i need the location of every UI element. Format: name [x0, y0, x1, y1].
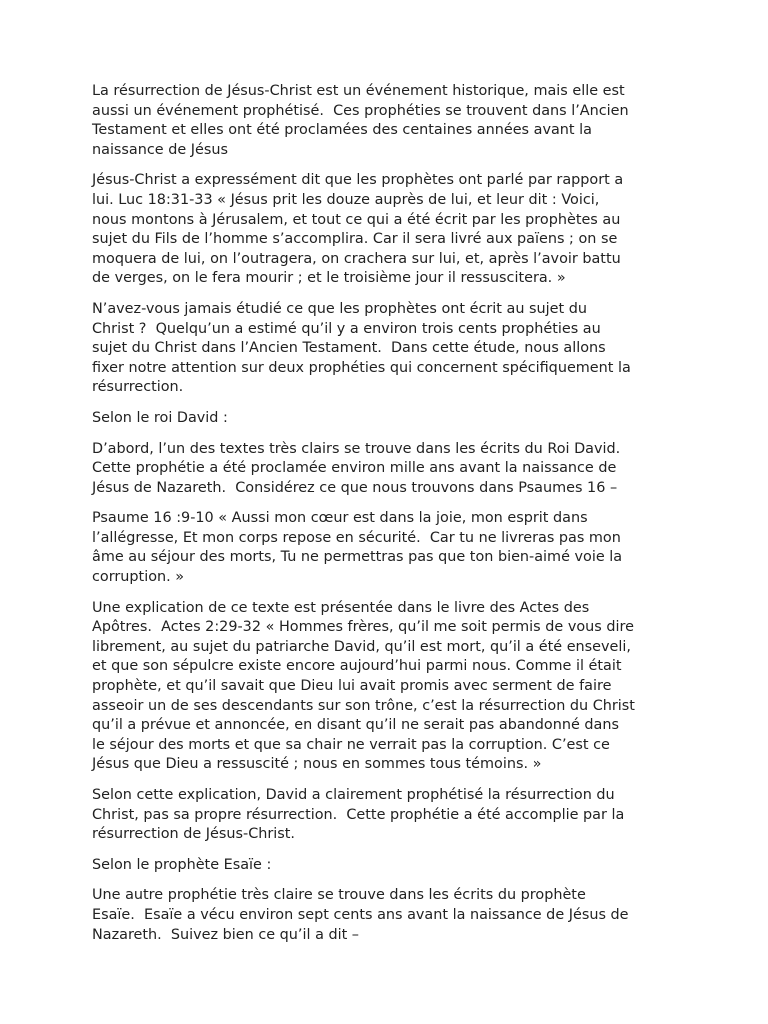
paragraph-acts-explanation: Une explication de ce texte est présentée dans le livre des Actes des Apôtres. Actes 2:29-32 « Hommes frères, qu’il me soit permis de vous dire librement, au sujet du patriarche David, qu’il est mort, qu’il a été enseveli, et que son sépulcre existe encore aujourd’hui parmi nous. Comme il était prophète, et qu’il savait que Dieu lui avait promis avec serment de faire asseoir un de ses descendants sur son trône, c’est la résurrection du Christ qu’il a prévue et annoncée, en disant qu’il ne serait pas abandonné dans le séjour des morts et que sa chair ne verrait pas la corruption. C’est ce Jésus que Dieu a ressuscité ; nous en sommes tous témoins. » — [92, 599, 635, 773]
paragraph-david-writings: D’abord, l’un des textes très clairs se trouve dans les écrits du Roi David. Cette prophétie a été proclamée environ mille ans avant la naissance de Jésus de Nazareth. Considérez ce que nous trouvons dans Psaumes 16 – — [92, 440, 621, 496]
paragraph-david-conclusion: Selon cette explication, David a clairement prophétisé la résurrection du Christ, pas sa propre résurrection. Cette prophétie a été accomplie par la résurrection de Jésus-Christ. — [92, 787, 625, 843]
heading-king-david: Selon le roi David : — [92, 409, 228, 426]
paragraph-esaie-intro: Une autre prophétie très claire se trouve dans les écrits du prophète Esaïe. Esaïe a vécu environ sept cents ans avant la naissance de Jésus de Nazareth. Suivez bien ce qu’il a dit – — [92, 887, 629, 943]
heading-prophet-esaie: Selon le prophète Esaïe : — [92, 856, 272, 873]
paragraph-intro: La résurrection de Jésus-Christ est un événement historique, mais elle est aussi un événement prophétisé. Ces prophéties se trouvent dans l’Ancien Testament et elles ont été proclamées des centaines années avant la naissance de Jésus — [92, 83, 629, 158]
document-page — [92, 82, 684, 956]
paragraph-prophecies-study: N’avez-vous jamais étudié ce que les prophètes ont écrit au sujet du Christ ? Quelqu’un a estimé qu’il y a environ trois cents prophéties au sujet du Christ dans l’Ancien Testament. Dans cette étude, nous allons fixer notre attention sur deux prophéties qui concernent spécifiquement la résurrection. — [92, 300, 631, 396]
paragraph-luke-quote: Jésus-Christ a expressément dit que les prophètes ont parlé par rapport a lui. Luc 18:31-33 « Jésus prit les douze auprès de lui, et leur dit : Voici, nous montons à Jérusalem, et tout ce qui a été écrit par les prophètes au sujet du Fils de l’homme s’accomplira. Car il sera livré aux païens ; on se moquera de lui, on l’outragera, on crachera sur lui, et, après l’avoir battu de verges, on le fera mourir ; et le troisième jour il ressuscitera. » — [92, 172, 624, 287]
paragraph-psalm-16: Psaume 16 :9-10 « Aussi mon cœur est dans la joie, mon esprit dans l’allégresse, Et mon corps repose en sécurité. Car tu ne livreras pas mon âme au séjour des morts, Tu ne permettras pas que ton bien-aimé voie la corruption. » — [92, 510, 623, 586]
